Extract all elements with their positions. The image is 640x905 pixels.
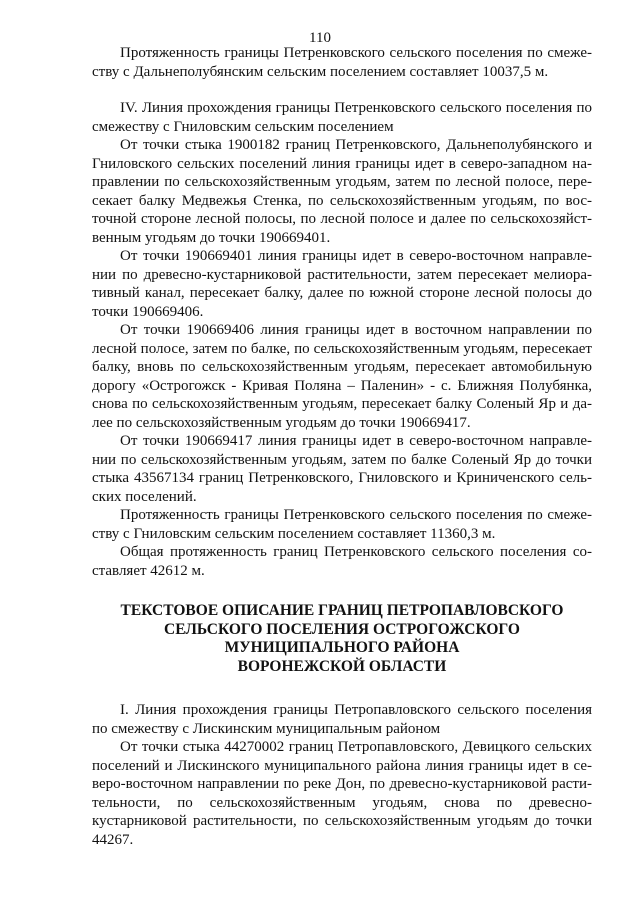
section-i-title: I. Линия прохождения границы Петропавловского сельского поселения по смежеству с Лискинским муниципальным районом xyxy=(92,702,592,737)
paragraph-length-dalnepolubyanskoe: Протяженность границы Петренковского сельского поселения по смеже-ству с Дальнеполубянским сельским поселением составляет 10037,5 м. xyxy=(92,45,592,80)
section-heading xyxy=(92,602,592,676)
heading-line: ТЕКСТОВОЕ ОПИСАНИЕ ГРАНИЦ ПЕТРОПАВЛОВСКОГО xyxy=(120,602,564,619)
page-number: 110 xyxy=(309,30,331,46)
paragraph: От точки стыка 1900182 границ Петренковского, Дальнеполубянского и Гниловского сельских поселений линия границы идет в северо-западном на-правлении по сельскохозяйственным угодьям, затем по лесной полосе, пере-секает балку Медвежья Стенка, по сельскохозяйственным угодьям, по вос-точной стороне лесной полосы, по лесной полосе и далее по сельскохозяйст-венным угодьям до точки 190669401. xyxy=(92,137,592,246)
document-body xyxy=(92,44,592,849)
heading-line: СЕЛЬСКОГО ПОСЕЛЕНИЯ ОСТРОГОЖСКОГО xyxy=(164,620,520,638)
paragraph-total-length: Общая протяженность границ Петренковского сельского поселения со-ставляет 42612 м. xyxy=(92,544,592,579)
paragraph: От точки 190669401 линия границы идет в северо-восточном направле-нии по древесно-кустарниковой растительности, затем пересекает мелиора-тивный канал, пересекает балку, далее по южной стороне лесной полосы до точки 190669406. xyxy=(92,248,592,320)
paragraph: От точки 190669406 линия границы идет в восточном направлении по лесной полосе, затем по балке, по сельскохозяйственным угодьям, пересекает балку, вновь по сельскохозяйственным угодьям, пересекает автомобильную дорогу «Острогожск - Кривая Поляна – Паленин» - с. Ближняя Полубянка, снова по сельскохозяйственным угодьям, пересекает балку Соленый Яр и да-лее по сельскохозяйственным угодьям до точки 190669417. xyxy=(92,322,592,431)
heading-line: МУНИЦИПАЛЬНОГО РАЙОНА xyxy=(224,639,460,656)
heading-line: ВОРОНЕЖСКОЙ ОБЛАСТИ xyxy=(237,657,447,675)
paragraph: От точки 190669417 линия границы идет в северо-восточном направле-нии по сельскохозяйственным угодьям, затем по балке Соленый Яр до точки стыка 43567134 границ Петренковского, Гниловского и Криниченского сель-ских поселений. xyxy=(92,433,592,505)
paragraph: От точки стыка 44270002 границ Петропавловского, Девицкого сельских поселений и Лискинского муниципального района линия границы идет в се-веро-восточном направлении по реке Дон, по древесно-кустарниковой расти-тельности, по сельскохозяйственным угодьям, снова по древесно-кустарниковой растительности, по сельскохозяйственным угодьям до точки 44267. xyxy=(92,739,592,848)
section-iv-title: IV. Линия прохождения границы Петренковского сельского поселения по смежеству с Гниловским сельским поселением xyxy=(92,100,592,135)
paragraph: Протяженность границы Петренковского сельского поселения по смеже-ству с Гниловским сельским поселением составляет 11360,3 м. xyxy=(92,507,592,542)
